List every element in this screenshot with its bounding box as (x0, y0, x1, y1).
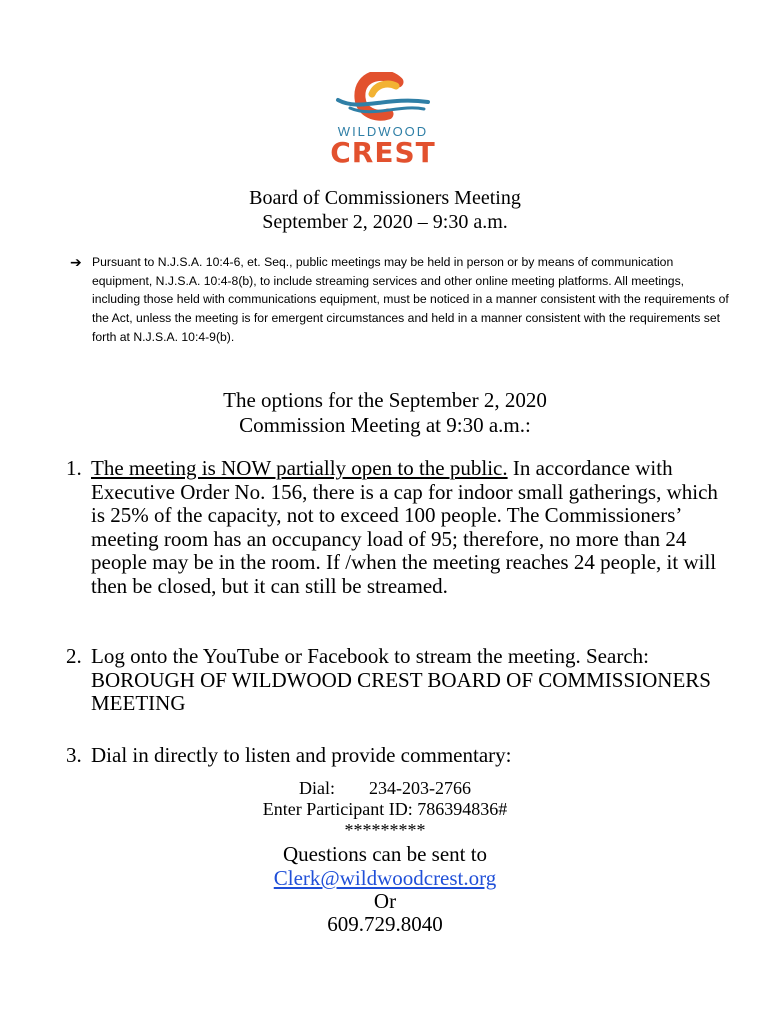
logo-mark-icon (316, 72, 450, 128)
list-item-text: In accordance with Executive Order No. 156, there is a cap for indoor small gatherings, which is 25% of the capacity, not to exceed 100 people. The Commissioners’ meeting room has an occupancy load of 95; therefore, no more than 24 people may be in the room. If /when the meeting reaches 24 people, it will then be closed, but it can still be streamed. (91, 456, 718, 598)
right-arrow-icon: ➔ (70, 254, 82, 270)
list-number: 3. (66, 743, 82, 767)
dial-line (0, 778, 770, 799)
questions-text: Questions can be sent to (282, 842, 488, 866)
list-item-lead: The meeting is NOW partially open to the public. (91, 456, 508, 480)
logo-text-wildwood: WILDWOOD (337, 124, 429, 139)
dial-label: Dial: (299, 778, 335, 798)
list-item (66, 645, 736, 716)
list-number: 2. (66, 644, 82, 668)
legal-notice-text: Pursuant to N.J.S.A. 10:4-6, et. Seq., public meetings may be held in person or by means of communication equipment, N.J.S.A. 10:4-8(b), to include streaming services and other online meeting platforms. All meetings, including those held with communications equipment, must be noticed in a manner consistent with the requirements of the Act, unless the meeting is for emergent circumstances and held in a manner consistent with the requirements set forth at N.J.S.A. 10:4-9(b). (92, 255, 729, 344)
list-item-body (91, 457, 736, 598)
or-text: Or (373, 889, 397, 913)
options-heading-line2: Commission Meeting at 9:30 a.m.: (239, 413, 531, 437)
list-item-text: Dial in directly to listen and provide commentary: (91, 743, 512, 767)
options-heading-line1: The options for the September 2, 2020 (223, 388, 547, 412)
legal-notice (70, 253, 730, 347)
meeting-date: September 2, 2020 – 9:30 a.m. (262, 211, 508, 233)
list-number: 1. (66, 456, 82, 480)
separator-stars: ********* (344, 820, 426, 840)
phone-number: 609.729.8040 (327, 912, 443, 936)
email-line (0, 867, 770, 891)
list-item (66, 744, 736, 768)
list-item (66, 457, 736, 598)
participant-id: Enter Participant ID: 786394836# (262, 799, 508, 819)
options-heading (0, 388, 770, 438)
logo-text-crest: CREST (330, 136, 436, 169)
email-link[interactable]: Clerk@wildwoodcrest.org (273, 866, 497, 890)
wildwood-crest-logo (316, 72, 456, 168)
meeting-title: Board of Commissioners Meeting (249, 187, 521, 209)
dial-number: 234-203-2766 (369, 778, 471, 798)
list-item-text: Log onto the YouTube or Facebook to stream the meeting. Search: BOROUGH OF WILDWOOD CREST BOARD OF COMMISSIONERS MEETING (91, 644, 711, 715)
